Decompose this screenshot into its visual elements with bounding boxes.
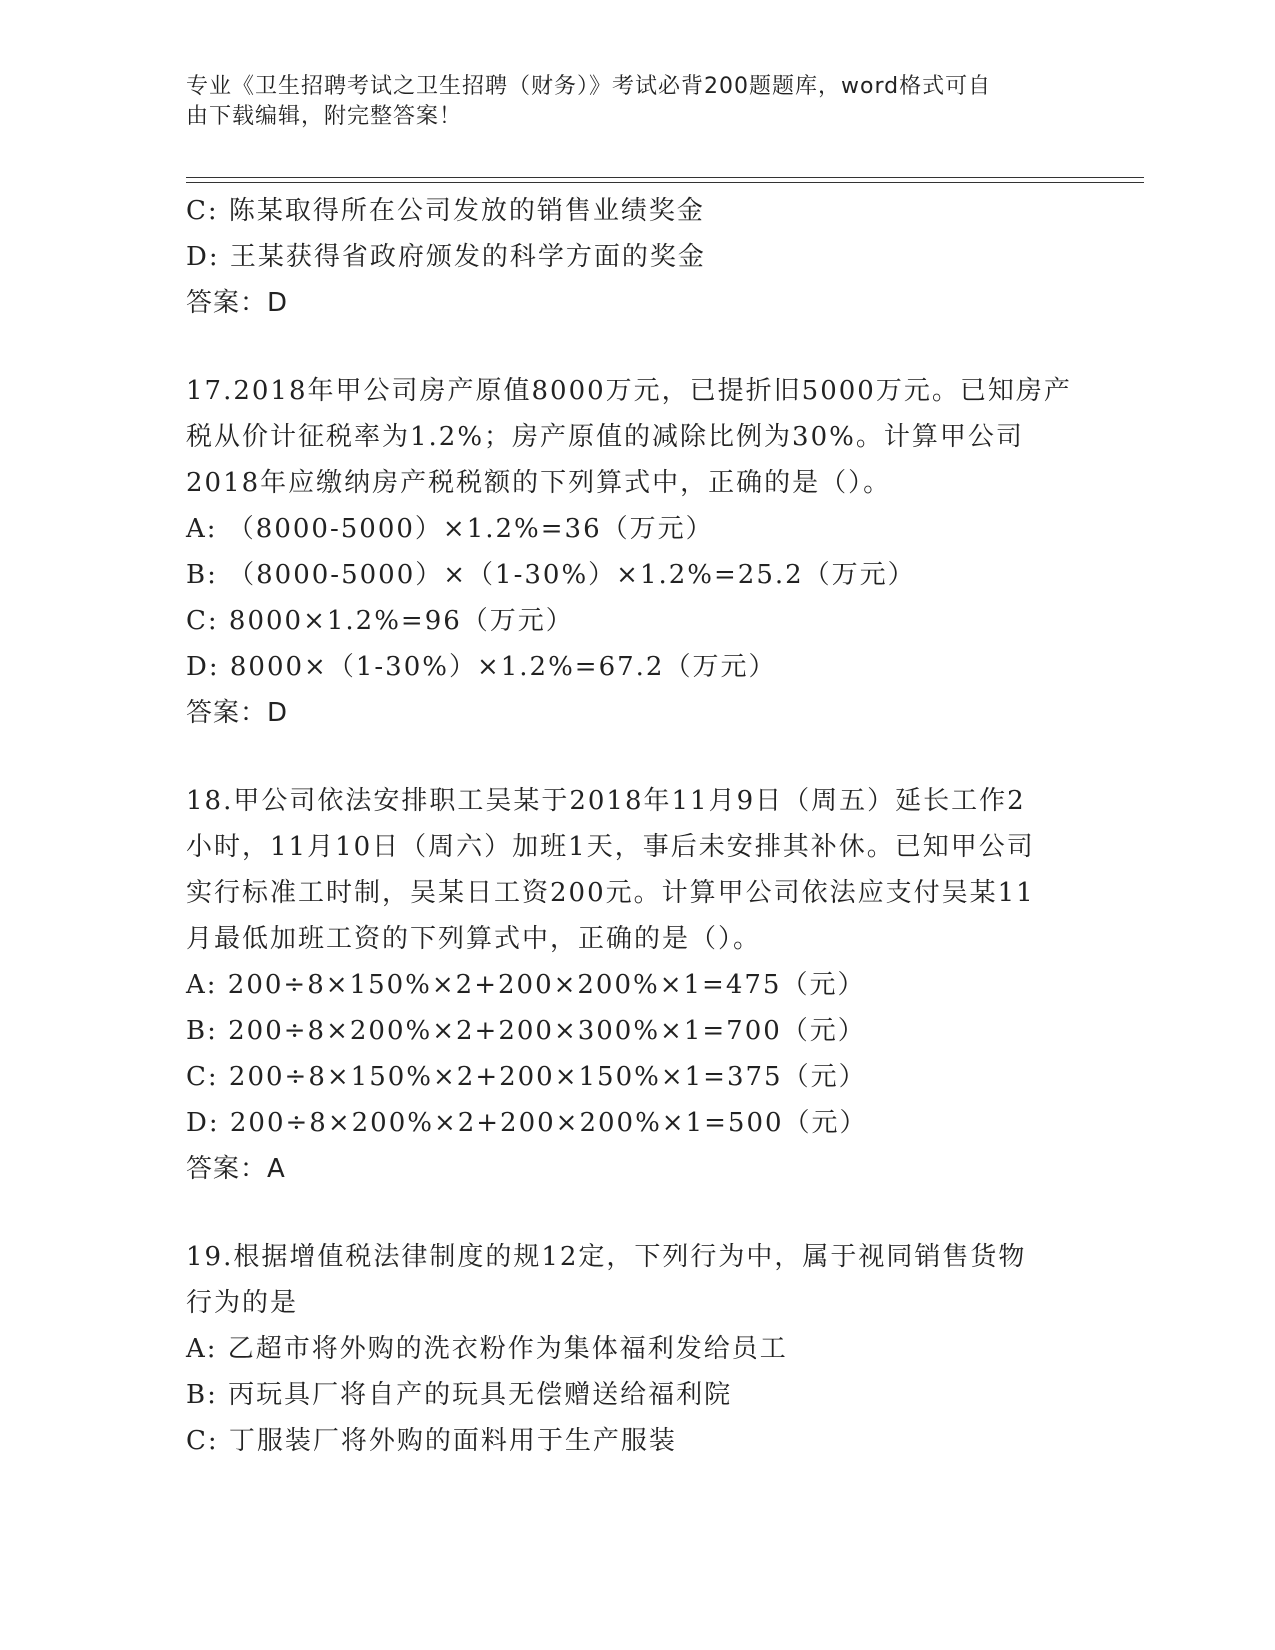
question-19 bbox=[186, 1234, 1086, 1464]
option-a: A: （8000-5000）×1.2%=36（万元） bbox=[186, 514, 714, 544]
answer: 答案：A bbox=[186, 1154, 286, 1184]
question-stem: 行为的是 bbox=[186, 1288, 299, 1318]
option-c: C: 陈某取得所在公司发放的销售业绩奖金 bbox=[186, 196, 705, 226]
question-16-remainder bbox=[186, 188, 1086, 326]
answer: 答案：D bbox=[186, 698, 289, 728]
question-list bbox=[186, 188, 1086, 1464]
question-18 bbox=[186, 778, 1086, 1192]
question-stem: 17.2018年甲公司房产原值8000万元，已提折旧5000万元。已知房产 bbox=[186, 376, 1072, 406]
document-header bbox=[186, 72, 1066, 132]
answer: 答案：D bbox=[186, 288, 289, 318]
header-divider-top bbox=[186, 177, 1144, 178]
question-stem: 实行标准工时制，吴某日工资200元。计算甲公司依法应支付吴某11 bbox=[186, 878, 1035, 908]
option-b: B: 200÷8×200%×2+200×300%×1=700（元） bbox=[186, 1016, 866, 1046]
option-d: D: 8000×（1-30%）×1.2%=67.2（万元） bbox=[186, 652, 777, 682]
question-stem: 19.根据增值税法律制度的规12定，下列行为中，属于视同销售货物 bbox=[186, 1242, 1027, 1272]
question-stem: 2018年应缴纳房产税税额的下列算式中，正确的是（）。 bbox=[186, 468, 892, 498]
option-a: A: 200÷8×150%×2+200×200%×1=475（元） bbox=[186, 970, 866, 1000]
option-c: C: 200÷8×150%×2+200×150%×1=375（元） bbox=[186, 1062, 867, 1092]
header-line-2: 由下载编辑，附完整答案！ bbox=[186, 104, 463, 129]
option-d: D: 200÷8×200%×2+200×200%×1=500（元） bbox=[186, 1108, 868, 1138]
question-stem: 税从价计征税率为1.2%；房产原值的减除比例为30%。计算甲公司 bbox=[186, 422, 1024, 452]
option-a: A: 乙超市将外购的洗衣粉作为集体福利发给员工 bbox=[186, 1334, 788, 1364]
option-d: D: 王某获得省政府颁发的科学方面的奖金 bbox=[186, 242, 706, 272]
question-stem: 月最低加班工资的下列算式中，正确的是（）。 bbox=[186, 924, 762, 954]
option-c: C: 丁服装厂将外购的面料用于生产服装 bbox=[186, 1426, 677, 1456]
option-b: B: （8000-5000）×（1-30%）×1.2%=25.2（万元） bbox=[186, 560, 916, 590]
question-17 bbox=[186, 368, 1086, 736]
header-line-1: 专业《卫生招聘考试之卫生招聘（财务）》考试必背200题题库，word格式可自 bbox=[186, 74, 992, 99]
header-divider-bottom bbox=[186, 182, 1144, 183]
question-stem: 小时，11月10日（周六）加班1天，事后未安排其补休。已知甲公司 bbox=[186, 832, 1035, 862]
option-c: C: 8000×1.2%=96（万元） bbox=[186, 606, 574, 636]
question-stem: 18.甲公司依法安排职工吴某于2018年11月9日（周五）延长工作2 bbox=[186, 786, 1026, 816]
option-b: B: 丙玩具厂将自产的玩具无偿赠送给福利院 bbox=[186, 1380, 733, 1410]
